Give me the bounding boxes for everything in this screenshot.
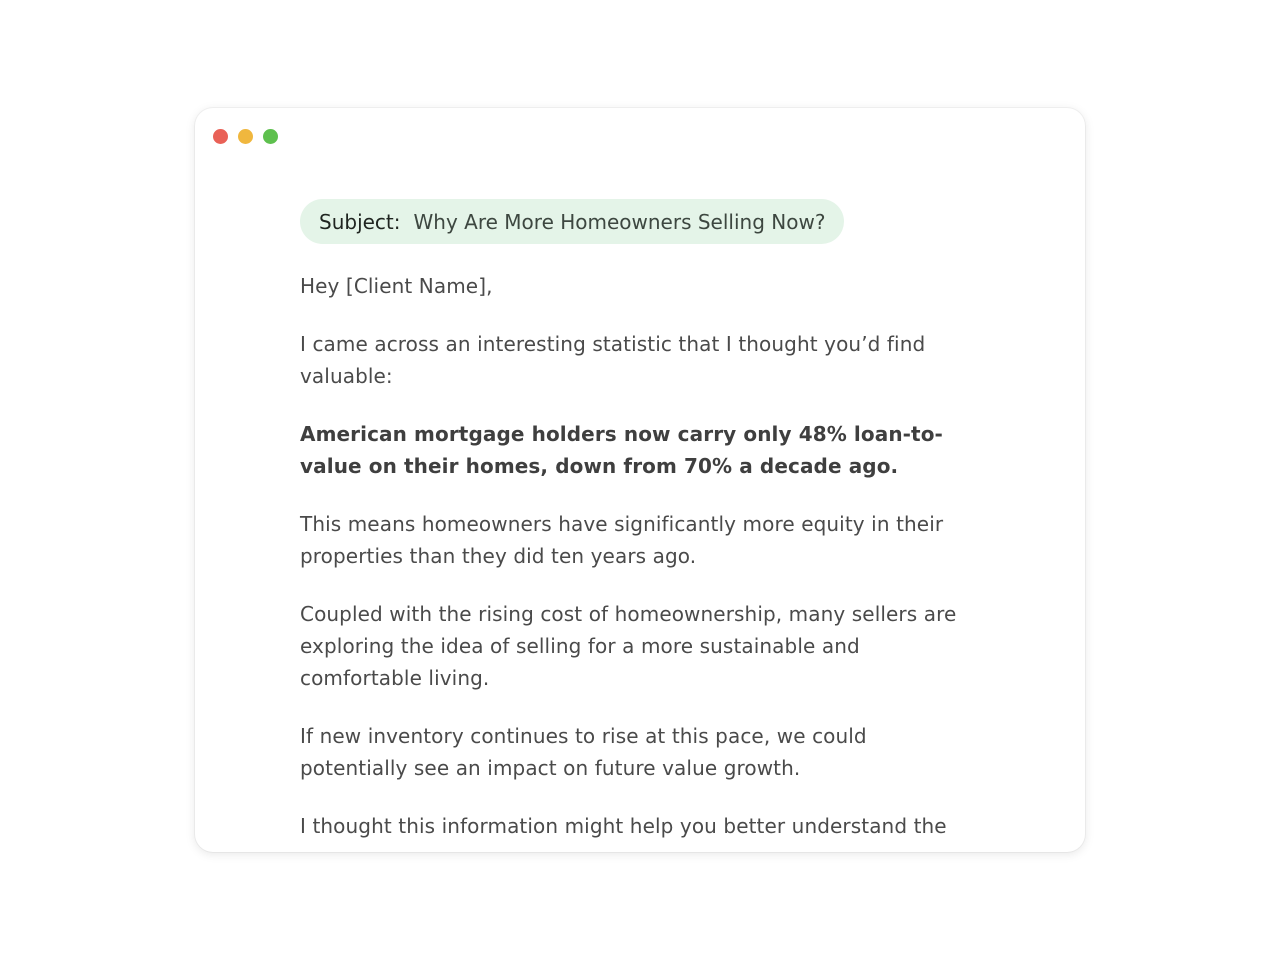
subject-label: Subject: [319, 209, 401, 234]
email-greeting: Hey [Client Name], [300, 274, 493, 298]
close-window-button[interactable] [213, 129, 228, 144]
subject-line [300, 199, 844, 244]
email-paragraph-statistic: American mortgage holders now carry only 48% loan-to-value on their homes, down from 70% a decade ago. [300, 422, 943, 478]
minimize-window-button[interactable] [238, 129, 253, 144]
maximize-window-button[interactable] [263, 129, 278, 144]
email-body [300, 199, 980, 842]
email-paragraph-3: This means homeowners have significantly more equity in their properties than they did ten years ago. [300, 512, 944, 568]
email-paragraph-5: If new inventory continues to rise at this pace, we could potentially see an impact on future value growth. [300, 724, 867, 780]
subject-text: Why Are More Homeowners Selling Now? [413, 209, 826, 234]
email-paragraph-6: I thought this information might help you better understand the [300, 814, 947, 838]
email-window [195, 108, 1085, 852]
email-paragraph-1: I came across an interesting statistic that I thought you’d find valuable: [300, 332, 926, 388]
window-controls [213, 129, 278, 144]
email-paragraph-4: Coupled with the rising cost of homeownership, many sellers are exploring the idea of selling for a more sustainable and comfortable living. [300, 602, 957, 690]
